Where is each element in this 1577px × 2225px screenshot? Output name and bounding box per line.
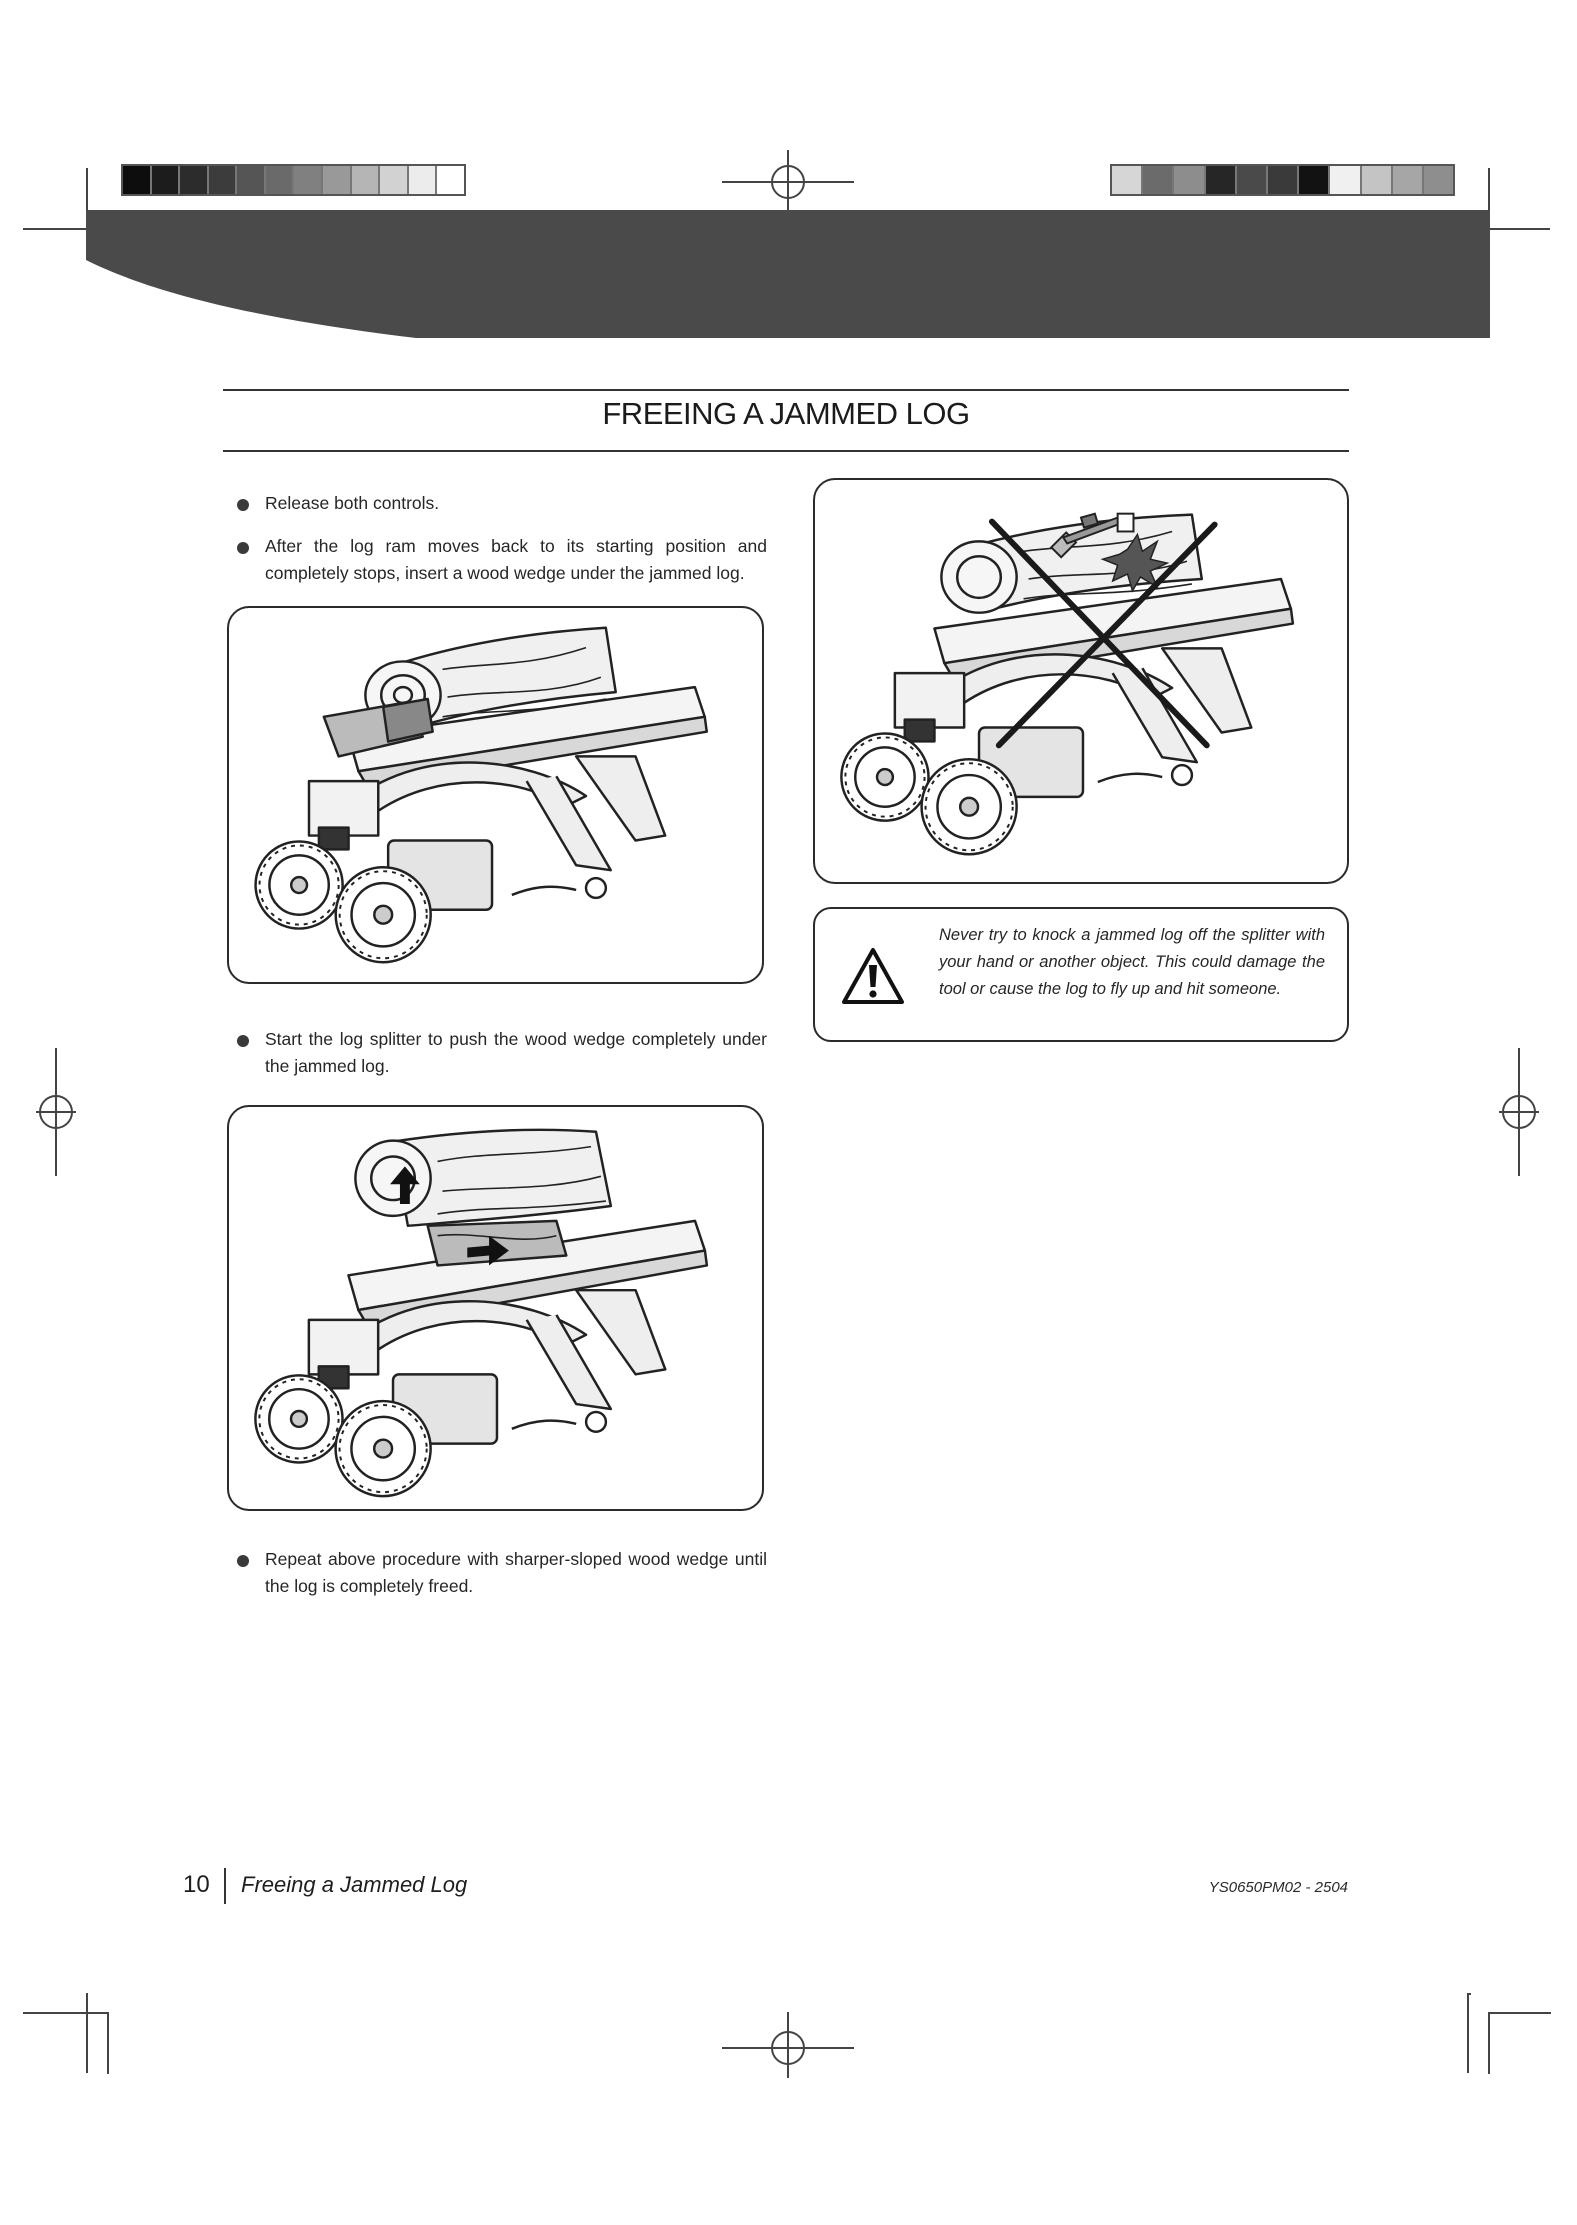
bullet-dot <box>237 542 249 554</box>
registration-mark-left <box>36 1094 76 1134</box>
log-splitter-illustration <box>229 1107 762 1509</box>
warning-triangle-icon <box>841 947 905 1005</box>
bullet-text: After the log ram moves back to its starting position and completely stops, insert a wood wedge under the jammed log. <box>265 536 767 583</box>
figure-wedge-pushed <box>227 1105 764 1511</box>
crop-mark <box>23 2012 109 2014</box>
instruction-bullet-2 <box>237 533 767 587</box>
bullet-dot <box>237 1035 249 1047</box>
crop-mark <box>1488 2012 1490 2074</box>
document-code: YS0650PM02 - 2504 <box>1208 1879 1348 1896</box>
footer-section-title: Freeing a Jammed Log <box>241 1872 468 1897</box>
registration-mark-bottom <box>722 2012 854 2078</box>
bullet-text: Release both controls. <box>265 493 440 513</box>
figure-do-not-hammer <box>813 478 1349 884</box>
log-splitter-illustration <box>815 480 1347 882</box>
crop-mark <box>23 228 86 230</box>
title-rule-bottom <box>223 450 1349 452</box>
warning-box <box>813 907 1349 1042</box>
footer-separator <box>224 1868 226 1904</box>
warning-text: Never try to knock a jammed log off the splitter with your hand or another object. This could damage the tool or cause the log to fly up and hit someone. <box>939 926 1325 998</box>
crop-mark <box>86 1993 88 2073</box>
log-splitter-illustration <box>229 608 762 982</box>
header-band <box>86 210 1490 338</box>
instruction-bullet-3 <box>237 1026 767 1080</box>
crop-mark <box>1488 2012 1551 2014</box>
bullet-dot <box>237 499 249 511</box>
crop-mark <box>107 2012 109 2074</box>
crop-mark <box>1490 228 1550 230</box>
page-number: 10 <box>183 1871 210 1898</box>
printer-color-bar-right <box>1110 164 1455 196</box>
crop-mark <box>1469 1993 1471 1995</box>
instruction-bullet-4 <box>237 1546 767 1600</box>
registration-mark-top <box>722 150 854 216</box>
bullet-dot <box>237 1555 249 1567</box>
registration-mark-right <box>1499 1094 1539 1134</box>
bullet-text: Start the log splitter to push the wood wedge completely under the jammed log. <box>265 1029 767 1076</box>
title-rule-top <box>223 389 1349 391</box>
bullet-text: Repeat above procedure with sharper-sloped wood wedge until the log is completely freed. <box>265 1549 767 1596</box>
instruction-bullet-1 <box>237 490 767 517</box>
figure-wedge-insert <box>227 606 764 984</box>
page-title: FREEING A JAMMED LOG <box>602 396 970 431</box>
crop-mark <box>1467 1993 1469 2073</box>
printer-color-bar-left <box>121 164 466 196</box>
